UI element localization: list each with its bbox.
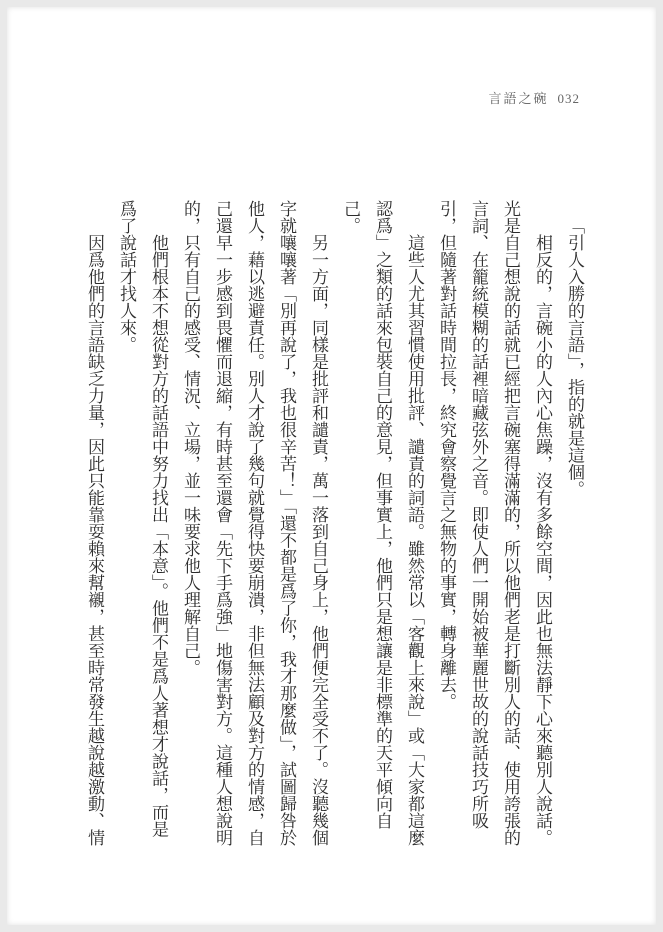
body-text bbox=[78, 200, 590, 852]
paragraph-2: 相反的，言碗小的人內心焦躁，沒有多餘空間，因此也無法靜下心來聽別人說話。光是自己想說的話就已經把言碗塞得滿滿的，所以他們老是打斷別人的話、使用誇張的言詞、在籠統模糊的話裡暗藏弦外之音。即使人們一開始被華麗世故的說話技巧所吸引，但隨著對話時間拉長，終究會察覺言之無物的事實，轉身離去。 bbox=[437, 200, 552, 846]
paragraph-5: 他們根本不想從對方的話語中努力找出「本意」。他們不是爲人著想才說話，而是爲了說話才找人來。 bbox=[117, 200, 168, 838]
book-page bbox=[7, 7, 656, 925]
page-number: 032 bbox=[557, 91, 580, 106]
paragraph-6: 因爲他們的言語缺乏力量，因此只能靠耍賴來幫襯，甚至時常發生越說越激動、情 bbox=[85, 234, 104, 846]
paragraph-4: 另一方面，同樣是批評和譴責，萬一落到自己身上，他們便完全受不了。沒聽幾個字就嚷嚷著「別再說了，我也很辛苦！」「還不都是爲了你，我才那麼做」，試圖歸咎於他人，藉以逃避責任。別人才說了幾句就覺得快要崩潰，非但無法顧及對方的情感，自己還早一步感到畏懼而退縮，有時甚至還會「先下手爲強」地傷害對方。這種人想說明的，只有自己的感受、情況、立場，並一味要求他人理解自己。 bbox=[181, 200, 328, 846]
paragraph-3: 這些人尤其習慣使用批評、譴責的詞語。雖然常以「客觀上來說」或「大家都這麼認爲」之類的話來包裝自己的意見，但事實上，他們只是想讓是非標準的天平傾向自己。 bbox=[341, 200, 424, 846]
book-title: 言語之碗 bbox=[488, 91, 549, 106]
running-head bbox=[488, 88, 580, 107]
paragraph-1: 「引人入勝的言語」，指的就是這個。 bbox=[565, 217, 584, 498]
